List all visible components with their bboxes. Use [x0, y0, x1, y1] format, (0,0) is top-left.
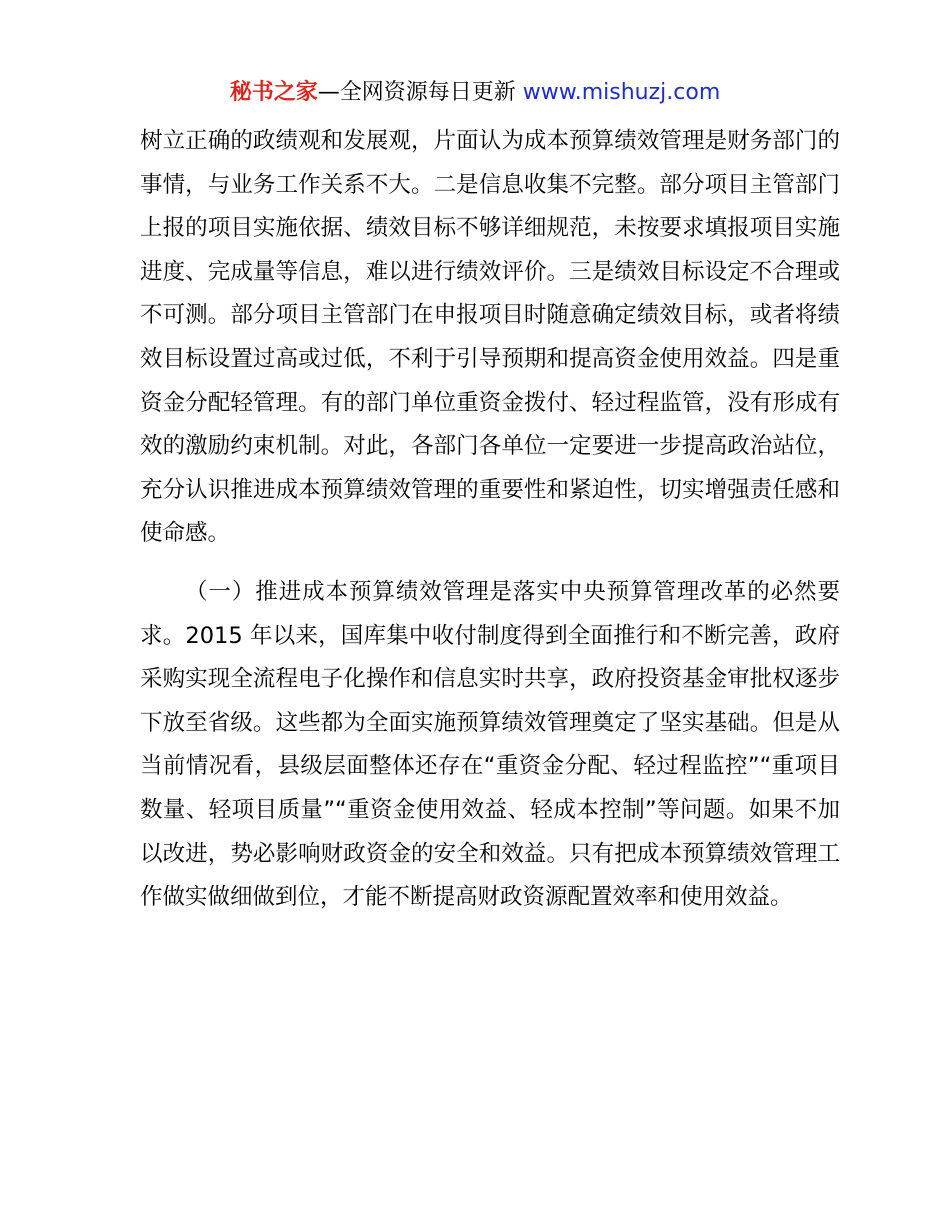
site-tagline: —全网资源每日更新	[317, 80, 516, 105]
document-body	[140, 120, 840, 920]
paragraph-1: 树立正确的政绩观和发展观，片面认为成本预算绩效管理是财务部门的事情，与业务工作关系不大。二是信息收集不完整。部分项目主管部门上报的项目实施依据、绩效目标不够详细规范，未按要求填报项目实施进度、完成量等信息，难以进行绩效评价。三是绩效目标设定不合理或不可测。部分项目主管部门在申报项目时随意确定绩效目标，或者将绩效目标设置过高或过低，不利于引导预期和提高资金使用效益。四是重资金分配轻管理。有的部门单位重资金拨付、轻过程监管，没有形成有效的激励约束机制。对此，各部门各单位一定要进一步提高政治站位，充分认识推进成本预算绩效管理的重要性和紧迫性，切实增强责任感和使命感。	[140, 128, 840, 547]
site-brand: 秘书之家	[229, 80, 318, 105]
site-header	[0, 78, 950, 108]
site-url-link[interactable]: www.mishuzj.com	[522, 80, 721, 105]
paragraph-2: （一）推进成本预算绩效管理是落实中央预算管理改革的必然要求。2015 年以来，国库集中收付制度得到全面推行和不断完善，政府采购实现全流程电子化操作和信息实时共享，政府投资基金审批权逐步下放至省级。这些都为全面实施预算绩效管理奠定了坚实基础。但是从当前情况看，县级层面整体还存在“重资金分配、轻过程监控”“重项目数量、轻项目质量”“重资金使用效益、轻成本控制”等问题。如果不加以改进，势必影响财政资金的安全和效益。只有把成本预算绩效管理工作做实做细做到位，才能不断提高财政资源配置效率和使用效益。	[140, 578, 840, 911]
